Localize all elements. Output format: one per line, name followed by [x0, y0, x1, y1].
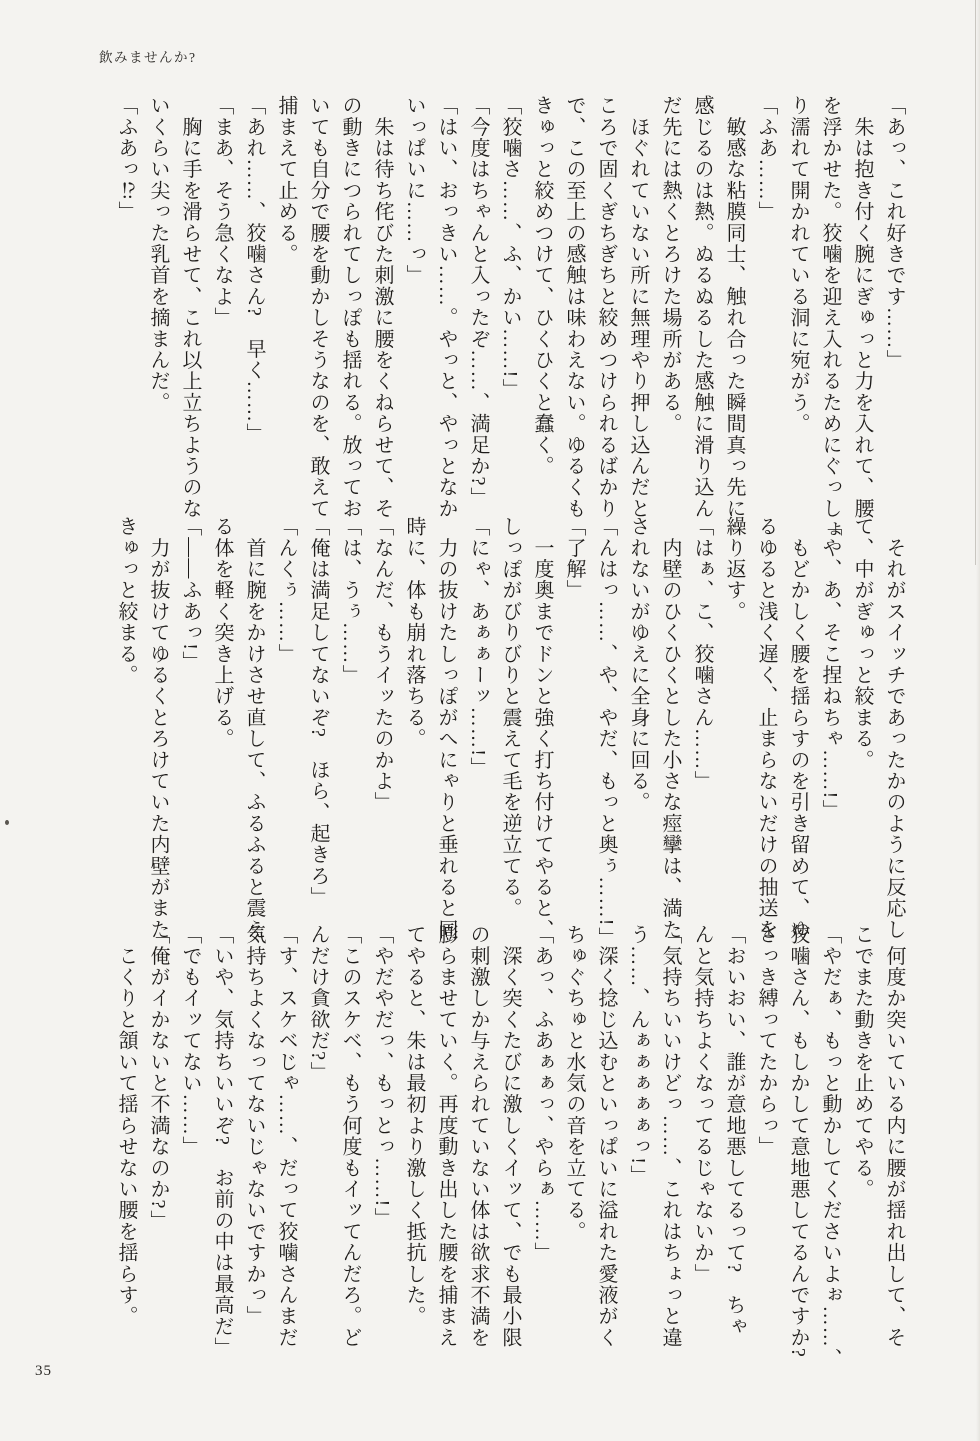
text-column: しっぽがびりびりと震えて毛を逆立てる。 — [499, 516, 521, 919]
text-column: 「んはっ……、や、やだ、もっと奥ぅ……!」 — [595, 516, 617, 948]
text-column: 「や、あ、そこ捏ねちゃ……!」 — [819, 516, 841, 821]
text-column: こでまた動きを止めてやる。 — [851, 924, 873, 1200]
text-column: 気持ちよくなってないじゃないですかっ」 — [243, 924, 265, 1327]
text-column: 朱は抱き付く腕にぎゅっと力を入れて、腰 — [851, 95, 873, 519]
text-column: んだけ貪欲だ?」 — [307, 924, 329, 1083]
text-column: 「あっ、これ好きです……」 — [883, 95, 905, 371]
text-column: 「は、うぅ……」 — [339, 516, 361, 686]
text-column: 内壁のひくひくとした小さな痙攣は、満た — [659, 516, 681, 940]
text-column: 深く捻じ込むといっぱいに溢れた愛液がく — [595, 924, 617, 1348]
text-column: 「す、スケベじゃ……、だって狡噛さんまだ — [275, 924, 297, 1348]
text-band-1 — [110, 95, 910, 541]
text-column: ほぐれていない所に無理やり押し込んだと — [627, 95, 649, 519]
text-column: それがスイッチであったかのように反応し — [883, 516, 905, 940]
text-column: ちゅぐちゅと水気の音を立てる。 — [563, 924, 585, 1242]
text-column: いても自分で腰を動かしそうなのを、敢えて — [307, 95, 329, 519]
text-column: で、この至上の感触は味わえない。ゆるくも — [563, 95, 585, 519]
text-column: 「了解」 — [563, 516, 585, 601]
text-column: 朱は待ち侘びた刺激に腰をくねらせて、そ — [371, 95, 393, 519]
text-column: 「ふあっ⁉」 — [115, 95, 137, 223]
text-column: だ先には熱くとろけた場所がある。 — [659, 95, 681, 435]
page-number: 35 — [35, 1363, 52, 1379]
text-column: 一度奥までドンと強く打ち付けてやると、 — [531, 516, 553, 940]
text-column: きゅっと絞めつけて、ひくひくと蠢く。 — [531, 95, 553, 477]
text-column: 繰り返す。 — [723, 516, 745, 622]
text-column: 「なんだ、もうイッたのかよ」 — [371, 516, 393, 813]
text-band-2 — [110, 516, 910, 948]
text-column: 力が抜けてゆるくとろけていた内壁がまた — [147, 516, 169, 940]
text-column: て、中がぎゅっと絞まる。 — [851, 516, 873, 771]
text-column: を浮かせた。狡噛を迎え入れるためにぐっしょ — [819, 95, 841, 541]
text-column: の動きにつられてしっぽも揺れる。放ってお — [339, 95, 361, 519]
text-column: 「はぁ、こ、狡噛さん……」 — [691, 516, 713, 792]
text-column: 膨らませていく。再度動き出した腰を捕まえ — [435, 924, 457, 1348]
text-column: るゆると浅く遅く、止まらないだけの抽送を — [755, 516, 777, 940]
text-column: 「いや、気持ちいいぞ? お前の中は最高だ」 — [211, 924, 233, 1359]
text-column: んと気持ちよくなってるじゃないか」 — [691, 924, 713, 1285]
text-column: 「俺がイかないと不満なのか?」 — [147, 924, 169, 1231]
text-column: きゅっと絞まる。 — [115, 516, 137, 686]
text-column: 「――ふあっ!」 — [179, 516, 201, 673]
text-column: の刺激しか与えられていない体は欲求不満を — [467, 924, 489, 1348]
scan-edge-shade — [976, 0, 980, 1441]
text-column: いくらい尖った乳首を摘まんだ。 — [147, 95, 169, 413]
text-column: こくりと頷いて揺らせない腰を揺らす。 — [115, 924, 137, 1327]
text-column: さっき縛ってたからっ」 — [755, 924, 777, 1158]
text-column: 捕まえて止める。 — [275, 95, 297, 265]
text-column: てやると、朱は最初より激しく抵抗した。 — [403, 924, 425, 1327]
scan-edge-line — [975, 0, 976, 565]
text-column: 胸に手を滑らせて、これ以上立ちようのな — [179, 95, 201, 519]
text-column: いっぱいに……っ」 — [403, 95, 425, 286]
text-column: 「でもイッてない……」 — [179, 924, 201, 1158]
text-column: 何度か突いている内に腰が揺れ出して、そ — [883, 924, 905, 1348]
text-column: 「今度はちゃんと入ったぞ……、満足か?」 — [467, 95, 489, 508]
text-column: 敏感な粘膜同士、触れ合った瞬間真っ先に — [723, 95, 745, 519]
text-column: もどかしく腰を揺らすのを引き留めて、ゆ — [787, 516, 809, 940]
scan-speck — [5, 820, 9, 825]
text-column: 「ふあ……」 — [755, 95, 777, 223]
text-column: 「このスケベ、もう何度もイッてんだろ。ど — [339, 924, 361, 1348]
text-column: 「まあ、そう急くなよ」 — [211, 95, 233, 329]
text-column: り濡れて開かれている洞に宛がう。 — [787, 95, 809, 435]
text-column: 首に腕をかけさせ直して、ふるふると震え — [243, 516, 265, 940]
text-column: 力の抜けたしっぽがへにゃりと垂れると同 — [435, 516, 457, 940]
text-column: 「あれ……、狡噛さん? 早く……」 — [243, 95, 265, 445]
text-column: 深く突くたびに激しくイッて、でも最小限 — [499, 924, 521, 1348]
text-column: る体を軽く突き上げる。 — [211, 516, 233, 750]
text-column: 「気持ちいいけどっ……、これはちょっと違 — [659, 924, 681, 1348]
text-column: 「やだぁ、もっと動かしてくださいよぉ……、 — [819, 924, 841, 1370]
page-header-title: 飲みませんか? — [99, 50, 197, 65]
text-column: 「狡噛さ……、ふ、かい……!」 — [499, 95, 521, 400]
text-column: う……、んぁぁぁぁぁっ!」 — [627, 924, 649, 1187]
text-column: 「あっ、ふあぁぁっ、やらぁ……」 — [531, 924, 553, 1264]
text-column: 「やだやだっ、もっとっ……!」 — [371, 924, 393, 1229]
text-column: 狡噛さん、もしかして意地悪してるんですか? — [787, 924, 809, 1359]
text-column: されないがゆえに全身に回る。 — [627, 516, 649, 813]
text-column: 「にゃ、あぁぁーッ……!」 — [467, 516, 489, 779]
text-column: 時に、体も崩れ落ちる。 — [403, 516, 425, 750]
text-column: 「俺は満足してないぞ? ほら、起きろ」 — [307, 516, 329, 908]
text-column: ころで固くぎちぎちと絞めつけられるばかり — [595, 95, 617, 519]
text-column: 「んくぅ……」 — [275, 516, 297, 665]
text-column: 「おいおい、誰が意地悪してるって? ちゃ — [723, 924, 745, 1337]
text-column: 感じるのは熱。ぬるぬるした感触に滑り込ん — [691, 95, 713, 519]
text-band-3 — [110, 924, 910, 1370]
text-column: 「はい、おっきい……。やっと、やっとなか — [435, 95, 457, 519]
